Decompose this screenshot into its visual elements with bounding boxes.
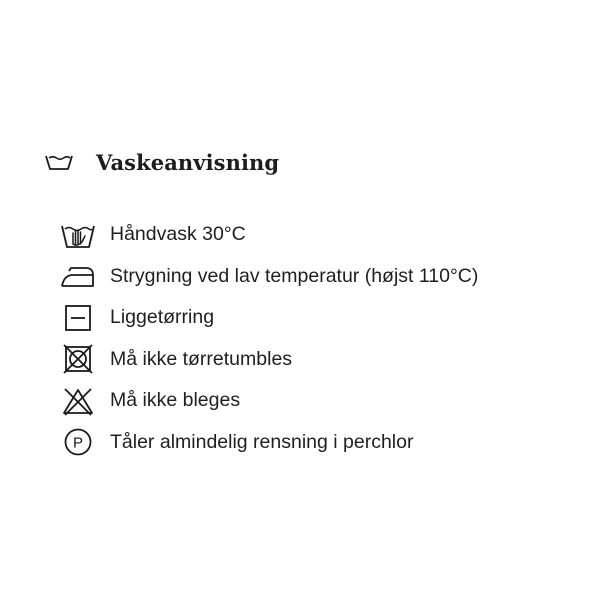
care-item-hand-wash [58,214,578,256]
section-header [44,146,279,178]
no-bleach-icon [58,385,98,417]
care-item-label: Tåler almindelig rensning i perchlor [110,430,414,453]
care-instructions-list [58,214,578,463]
care-item-label: Strygning ved lav temperatur (højst 110°C) [110,264,479,287]
wash-basin-icon [44,152,74,172]
hand-wash-30-icon [58,219,98,251]
svg-text:P: P [72,434,84,452]
dry-flat-icon [58,302,98,334]
care-item-dry-clean [58,422,578,464]
care-item-dry-flat [58,297,578,339]
iron-low-temp-icon [58,260,98,292]
care-item-label: Må ikke bleges [110,389,241,412]
care-item-iron [58,256,578,298]
no-tumble-dry-icon [58,343,98,375]
care-item-label: Liggetørring [110,306,215,329]
section-title: Vaskeanvisning [96,149,280,175]
care-item-no-bleach [58,380,578,422]
dry-clean-p-icon [58,426,98,458]
care-item-no-tumble [58,339,578,381]
care-item-label: Håndvask 30°C [110,223,246,246]
care-item-label: Må ikke tørretumbles [110,347,293,370]
